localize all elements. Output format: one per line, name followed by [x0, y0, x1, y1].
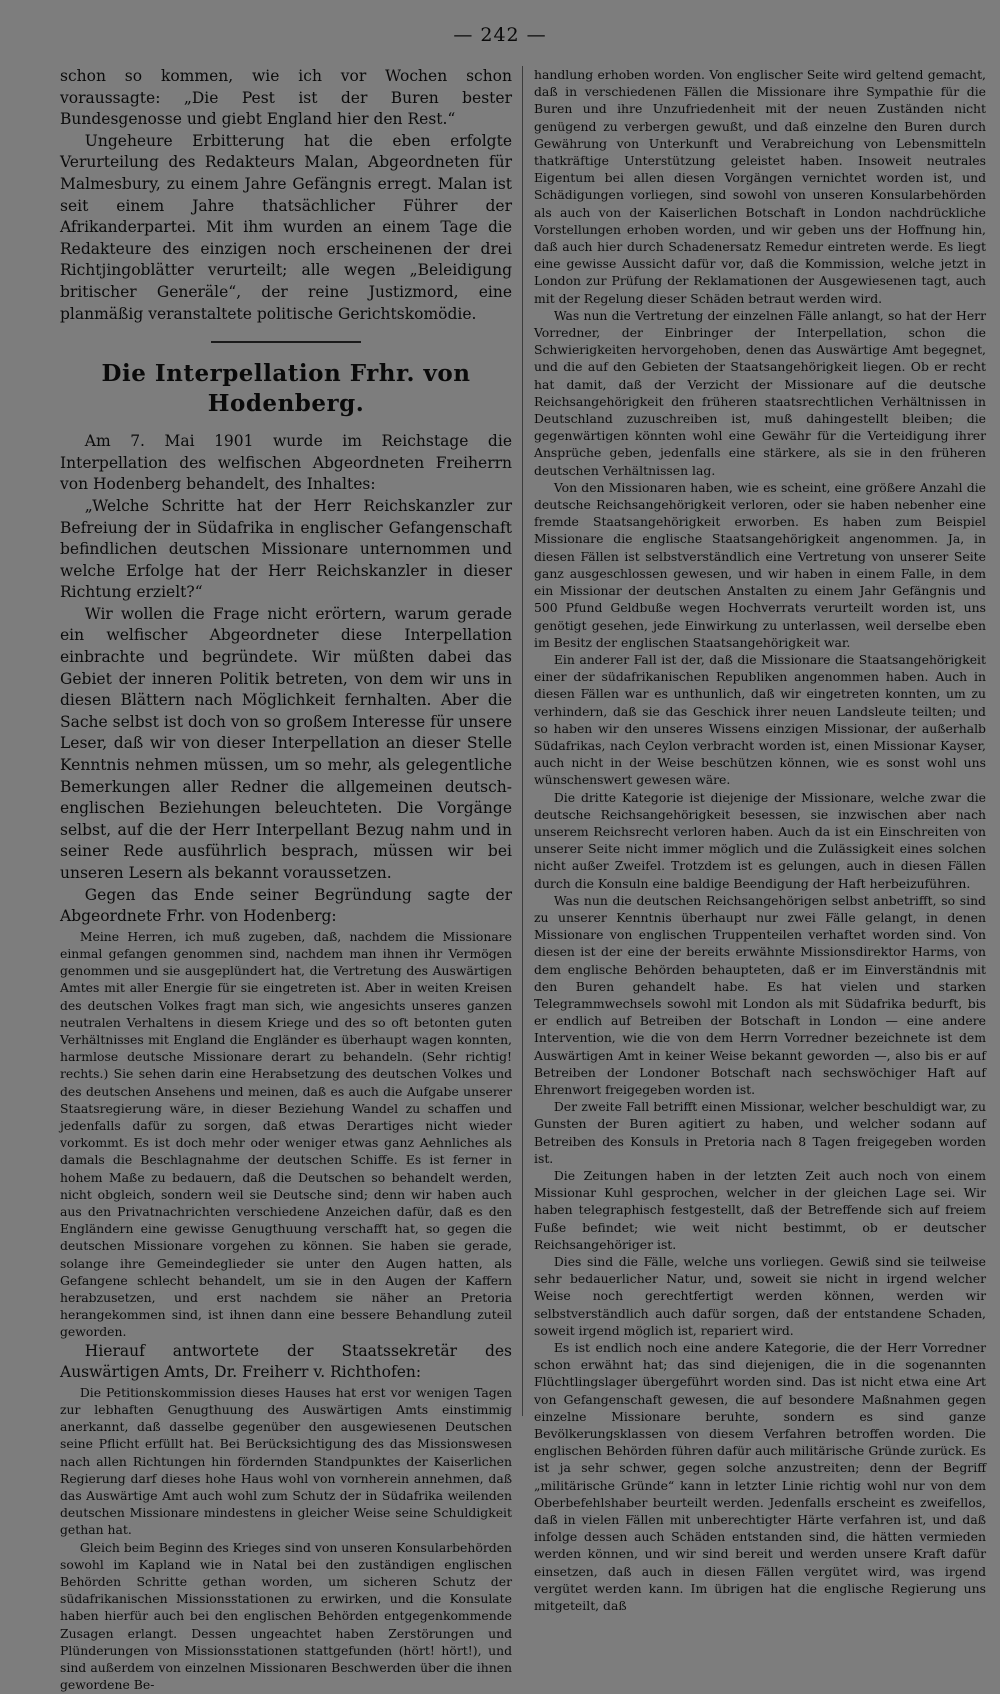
right-paragraph-9: Dies sind die Fälle, welche uns vorliegen. Gewiß sind sie teilweise sehr bedauerlicher Natur, und, soweit sie nicht in irgend welcher Weise noch gerechtfertigt werden können, werden wir selbstverständlich auch dafür sorgen, daß der entstandene Schaden, soweit irgend möglich ist, repariert wird.: [534, 1254, 986, 1338]
richthofen-speech-1: Die Petitionskommission dieses Hauses hat erst vor wenigen Tagen zur lebhaften Genugthuung des Auswärtigen Amts einstimmig anerkannt, daß dasselbe gegenüber den ausgewiesenen Deutschen seine Pflicht erfüllt hat. Bei Berücksichtigung des das Missionswesen nach allen Richtungen hin fördernden Standpunktes der Kaiserlichen Regierung darf dieses hohe Haus wohl von vornherein annehmen, daß das Auswärtige Amt auch wohl zum Schutz der in Südafrika weilenden deutschen Missionare mindestens in gleicher Weise seine Schuldigkeit gethan hat.: [60, 1384, 512, 1538]
richthofen-speech-2: Gleich beim Beginn des Krieges sind von unseren Konsularbehörden sowohl im Kapland wie in Natal bei den zuständigen englischen Behörden Schritte gethan worden, um sicheren Schutz der südafrikanischen Missionsstationen zu erwirken, und die Konsulate haben hierfür auch bei den englischen Behörden entgegenkommende Zusagen erlangt. Dessen ungeachtet haben Zerstörungen und Plünderungen von Missionsstationen stattgefunden (hört! hört!), und sind außerdem von einzelnen Missionaren Beschwerden über die ihnen gewordene Be-: [60, 1539, 512, 1693]
right-paragraph-8: Die Zeitungen haben in der letzten Zeit auch noch von einem Missionar Kuhl gesprochen, welcher in der gleichen Lage sei. Wir haben telegraphisch festgestellt, daß der Betreffende sich auf freiem Fuße befindet; wie weit nicht bestimmt, ob er deutscher Reichsangehöriger ist.: [534, 1168, 986, 1252]
right-paragraph-5: Die dritte Kategorie ist diejenige der Missionare, welche zwar die deutsche Reichsangehörigkeit besessen, sie inzwischen aber nach unserem Reichsrecht verloren haben. Auch da ist ein Einschreiten von unserer Seite nicht immer möglich und die Zulässigkeit eines solchen nicht außer Zweifel. Trotzdem ist es gelungen, auch in diesen Fällen durch die Konsuln eine baldige Beendigung der Haft herbeizuführen.: [534, 789, 986, 891]
left-paragraph-1: schon so kommen, wie ich vor Wochen schon voraussagte: „Die Pest ist der Buren bester Bundesgenosse und giebt England hier den Rest.“: [60, 67, 512, 129]
interpellation-quote: „Welche Schritte hat der Herr Reichskanzler zur Befreiung der in Südafrika in englischer Gefangenschaft befindlichen deutschen Missionare unternommen und welche Erfolge hat der Herr Reichskanzler in dieser Richtung erzielt?“: [60, 496, 512, 602]
left-column: [60, 66, 512, 1693]
left-paragraph-3: Am 7. Mai 1901 wurde im Reichstage die Interpellation des welfischen Abgeordneten Freiherrn von Hodenberg behandelt, des Inhaltes:: [60, 432, 512, 494]
article-heading: Die Interpellation Frhr. von Hodenberg.: [101, 360, 471, 418]
left-paragraph-5: Wir wollen die Frage nicht erörtern, warum gerade ein welfischer Abgeordneter diese Interpellation einbrachte und begründete. Wir müßten dabei das Gebiet der inneren Politik betreten, von dem wir uns in diesen Blättern nach Möglichkeit fernhalten. Aber die Sache selbst ist doch von so großem Interesse für unsere Leser, daß wir von dieser Interpellation an dieser Stelle Kenntnis nehmen müssen, um so mehr, als gelegentliche Bemerkungen aller Redner die allgemeinen deutsch-englischen Beziehungen beleuchteten. Die Vorgänge selbst, auf die der Herr Interpellant Bezug nahm und in seiner Rede ausführlich besprach, müssen wir bei unseren Lesern als bekannt voraussetzen.: [60, 604, 512, 882]
right-paragraph-4: Ein anderer Fall ist der, daß die Missionare die Staatsangehörigkeit einer der südafrikanischen Republiken angenommen haben. Auch in diesen Fällen war es unthunlich, daß wir eingetreten konnten, um zu verhindern, daß sie das Geschick ihrer neuen Landsleute teilten; und so haben wir den unseres Wissens einzigen Missionar, der außerhalb Südafrikas, nach Ceylon verbracht worden ist, einen Missionar Kayser, auch nicht in der Weise beschützen können, wie es sonst wohl uns wünschenswert gewesen wäre.: [534, 651, 986, 788]
right-paragraph-1: handlung erhoben worden. Von englischer Seite wird geltend gemacht, daß in verschiedenen Fällen die Missionare ihre Sympathie für die Buren und ihre Unzufriedenheit mit der neuen Zuständen nicht genügend zu verbergen gewußt, und daß einzelne den Buren durch Gewährung von Unterkunft und Verabreichung von Lebensmitteln thatkräftige Unterstützung geleistet haben. Insoweit neutrales Eigentum bei allen diesen Vorgängen vernichtet worden ist, und Schädigungen vorliegen, sind sowohl von unseren Konsularbehörden als auch von der Kaiserlichen Botschaft in London nachdrückliche Vorstellungen erhoben worden, und wir geben uns der Hoffnung hin, daß auch hier durch Schadenersatz Remedur eintreten werde. Es liegt eine gewisse Aussicht dafür vor, daß die Kommission, welche jetzt in London zur Prüfung der Reklamationen der Ausgewiesenen tagt, auch mit der Regelung dieser Schäden betraut werden wird.: [534, 67, 986, 306]
column-divider: [522, 66, 523, 1416]
left-paragraph-8: Hierauf antwortete der Staatssekretär des Auswärtigen Amts, Dr. Freiherr v. Richthofen:: [60, 1341, 512, 1382]
right-paragraph-6: Was nun die deutschen Reichsangehörigen selbst anbetrifft, so sind zu unserer Kenntnis überhaupt nur zwei Fälle gelangt, in denen Missionare von englischen Truppenteilen verhaftet worden sind. Von diesen ist der eine der bereits erwähnte Missionsdirektor Harms, von dem englische Behörden behaupteten, daß er im Einverständnis mit den Buren gehandelt habe. Es hat vielen und starken Telegrammwechsels sowohl mit London als mit Südafrika bedurft, bis er endlich auf Betreiben der Botschaft in London — eine andere Intervention, wie die von dem Herrn Vorredner bezeichnete ist dem Auswärtigen Amt in keiner Weise bekannt geworden —, also bis er auf Betreiben der Londoner Botschaft nach sechswöchiger Haft auf Ehrenwort freigegeben worden ist.: [534, 892, 986, 1097]
page-number: — 242 —: [453, 24, 547, 46]
right-paragraph-7: Der zweite Fall betrifft einen Missionar, welcher beschuldigt war, zu Gunsten der Buren agitiert zu haben, und welcher sodann auf Betreiben des Konsuls in Pretoria nach 8 Tagen freigegeben worden ist.: [534, 1099, 986, 1166]
right-column: [534, 66, 986, 1614]
right-paragraph-10: Es ist endlich noch eine andere Kategorie, die der Herr Vorredner schon erwähnt hat; das sind diejenigen, die in die sogenannten Flüchtlingslager übergeführt worden sind. Das ist nicht etwa eine Art von Gefangenschaft gewesen, die auf besondere Maßnahmen gegen einzelne Missionare beruhte, sondern es sind ganze Bevölkerungsklassen von diesem Verfahren betroffen worden. Die englischen Behörden führen dafür auch militärische Gründe zurück. Es ist ja sehr schwer, gegen solche anzustreiten; denn der Begriff „militärische Gründe“ kann in letzter Linie richtig wohl nur von dem Oberbefehlshaber beurteilt werden. Jedenfalls erscheint es zweifellos, daß in vielen Fällen mit unberechtigter Härte verfahren ist, und daß infolge dessen auch Schäden entstanden sind, die hätten vermieden werden können, und wir sind bereit und werden unsere Kraft dafür einsetzen, daß auch in diesen Fällen vergütet wird, was irgend vergütet werden kann. Im übrigen hat die englische Regierung uns mitgeteilt, daß: [534, 1340, 986, 1614]
hodenberg-speech: Meine Herren, ich muß zugeben, daß, nachdem die Missionare einmal gefangen genommen sind, nachdem man ihnen ihr Vermögen genommen und sie ausgeplündert hat, die Vertretung des Auswärtigen Amtes mit aller Energie für sie eingetreten ist. Aber in weiten Kreisen des deutschen Volkes fragt man sich, wie angesichts unseres ganzen neutralen Verhaltens in diesem Kriege und des so oft betonten guten Verhältnisses mit England die Engländer es überhaupt wagen konnten, harmlose deutsche Missionare derart zu behandeln. (Sehr richtig! rechts.) Sie sehen darin eine Herabsetzung des deutschen Volkes und des deutschen Ansehens und meinen, daß es auch die Aufgabe unserer Staatsregierung wäre, in dieser Beziehung Wandel zu schaffen und jedenfalls dafür zu sorgen, daß etwas Derartiges nicht wieder vorkommt. Es ist doch mehr oder weniger etwas ganz Aehnliches als damals die Beschlagnahme der deutschen Schiffe. Es ist ferner in hohem Maße zu bedauern, daß die Deutschen so behandelt werden, nicht obgleich, sondern weil sie Deutsche sind; denn wir haben auch aus den Privatnachrichten verschiedene Anzeichen dafür, daß es den Engländern eine gewisse Genugthuung verschafft hat, so gegen die deutschen Missionare vorgehen zu können. Sie haben sie gerade, solange ihre Gemeindeglieder sie unter den Augen hatten, als Gefangene schlecht behandelt, um sie in den Augen der Kaffern herabzusetzen, und erst nachdem sie näher an Pretoria herangekommen sind, ist ihnen dann eine bessere Behandlung zuteil geworden.: [60, 928, 512, 1340]
left-paragraph-6: Gegen das Ende seiner Begründung sagte der Abgeordnete Frhr. von Hodenberg:: [60, 885, 512, 926]
left-paragraph-2: Ungeheure Erbitterung hat die eben erfolgte Verurteilung des Redakteurs Malan, Abgeordneten für Malmesbury, zu einem Jahre Gefängnis erregt. Malan ist seit einem Jahre thatsächlicher Führer der Afrikanderpartei. Mit ihm wurden an einem Tage die Redakteure des einzigen noch erscheinenen der drei Richtjingoblätter verurteilt; alle wegen „Beleidigung britischer Generäle“, der reine Justizmord, eine planmäßig veranstaltete politische Gerichtskomödie.: [60, 131, 512, 323]
section-divider: [211, 341, 361, 343]
right-paragraph-2: Was nun die Vertretung der einzelnen Fälle anlangt, so hat der Herr Vorredner, der Einbringer der Interpellation, schon die Schwierigkeiten hervorgehoben, denen das Auswärtige Amt begegnet, und die auf den Gebieten der Staatsangehörigkeit liegen. Ob er recht hat damit, daß der Verzicht der Missionare auf die deutsche Reichsangehörigkeit den früheren staatsrechtlichen Verhältnissen in Deutschland zuzuschreiben ist, muß dahingestellt bleiben; die gegenwärtigen könnten wohl eine Gewähr für die Verteidigung ihrer Ansprüche geben, jedenfalls eine stärkere, als sie in den früheren deutschen Verhältnissen lag.: [534, 307, 986, 478]
right-paragraph-3: Von den Missionaren haben, wie es scheint, eine größere Anzahl die deutsche Reichsangehörigkeit verloren, oder sie haben nebenher eine fremde Staatsangehörigkeit erworben. Es haben zum Beispiel Missionare die englische Staatsangehörigkeit angenommen. Ja, in diesen Fällen ist selbstverständlich eine Vertretung von unserer Seite ganz ausgeschlossen gewesen, und wir haben in einem Falle, in dem ein Missionar der deutschen Anstalten zu einem Jahr Gefängnis und 500 Pfund Geldbuße wegen Hochverrats verurteilt worden ist, uns genötigt gesehen, jede Einwirkung zu unterlassen, weil derselbe eben im Besitz der englischen Staatsangehörigkeit war.: [534, 479, 986, 650]
